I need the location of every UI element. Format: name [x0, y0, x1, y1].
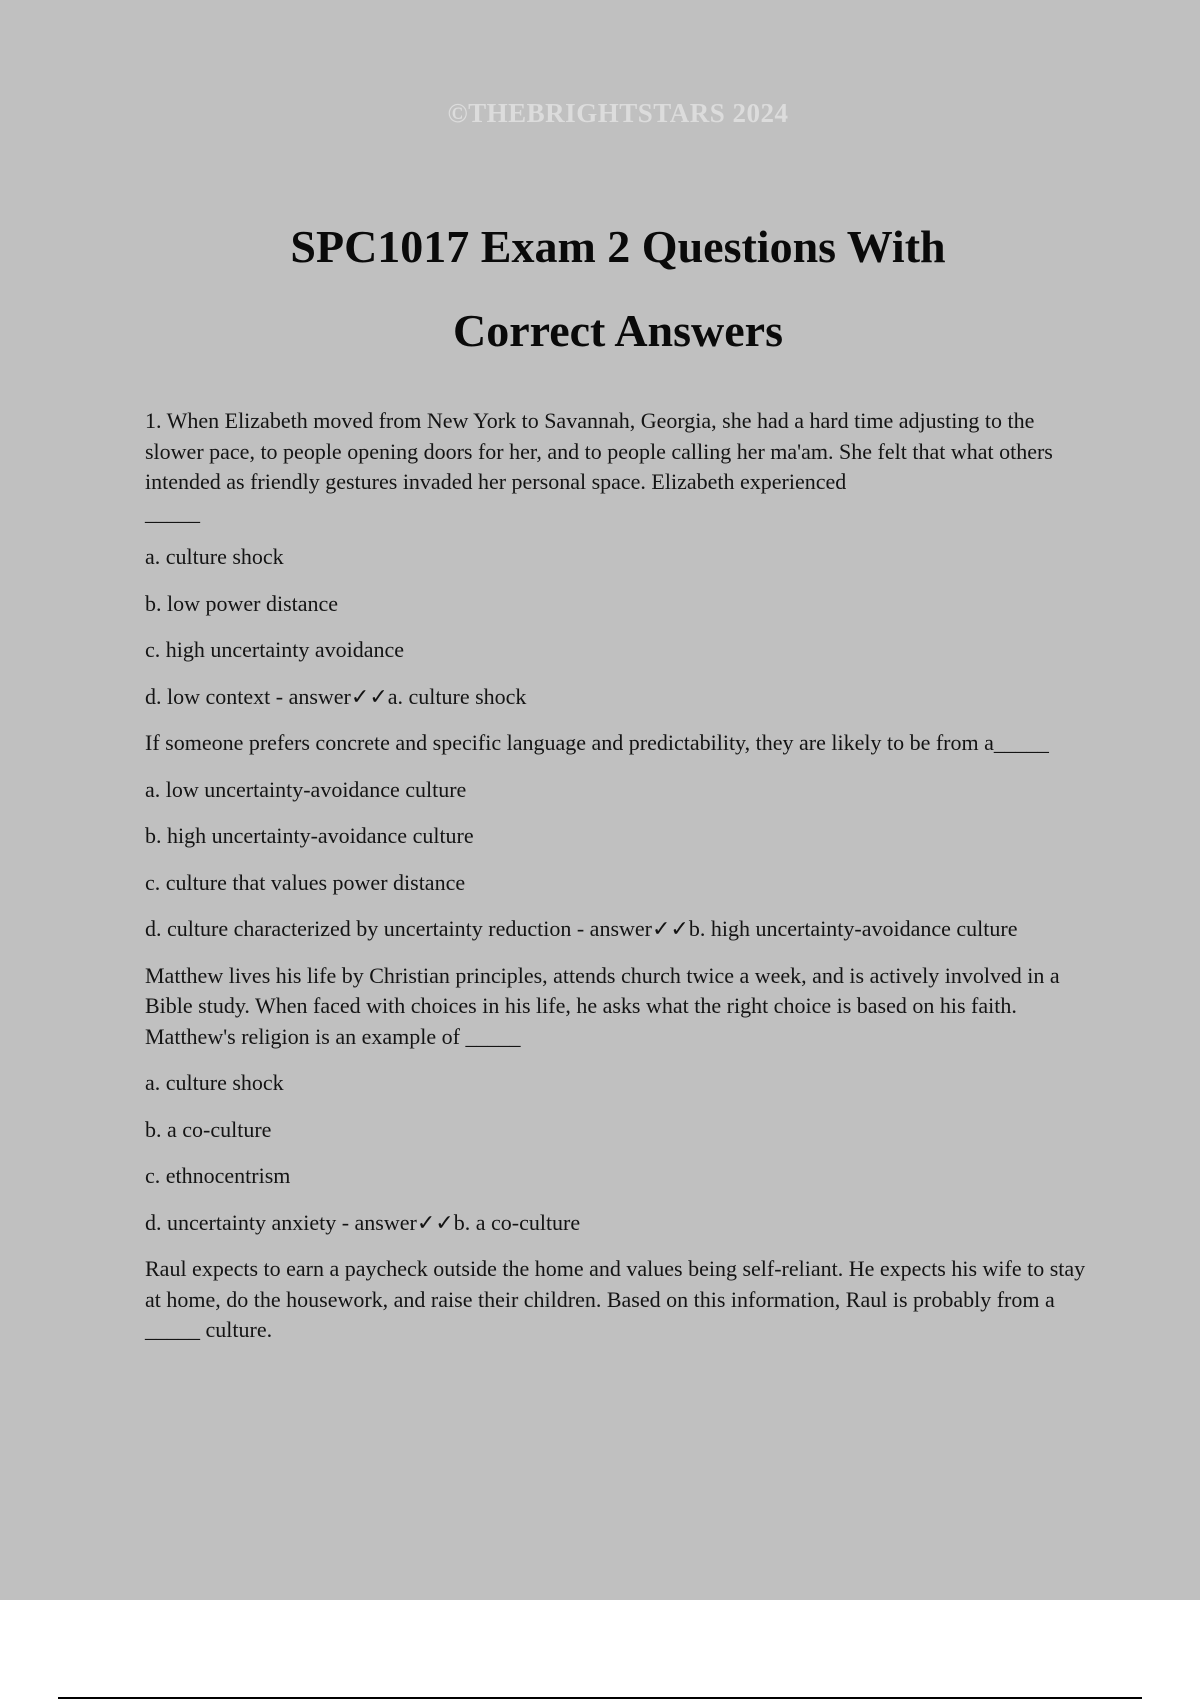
question-stem: If someone prefers concrete and specific language and predictability, they are likely to be from a_____ [145, 730, 1049, 755]
answer-option: c. high uncertainty avoidance [145, 637, 405, 662]
answer-option: a. culture shock [145, 544, 284, 569]
answer-option: a. culture shock [145, 1070, 284, 1095]
footer-divider [58, 1697, 1142, 1699]
watermark: ©THEBRIGHTSTARS 2024 [447, 98, 789, 128]
answer-option: b. high uncertainty-avoidance culture [145, 823, 474, 848]
answer-option: a. low uncertainty-avoidance culture [145, 776, 467, 802]
answer-option: c. ethnocentrism [145, 1163, 291, 1188]
answer-option-with-answer: d. uncertainty anxiety - answer✓✓b. a co-culture [145, 1209, 581, 1235]
question-stem: 1. When Elizabeth moved from New York to Savannah, Georgia, she had a hard time adjusting to the slower pace, to people opening doors for her, and to people calling her ma'am. She felt that what others intended as friendly gestures invaded her personal space. Elizabeth experienced _____ [145, 408, 1053, 525]
answer-blank: _____ [145, 499, 200, 525]
answer-option: b. a co-culture [145, 1116, 272, 1142]
document-title-line-1: SPC1017 Exam 2 Questions With [290, 221, 946, 272]
document-title-line-2: Correct Answers [453, 305, 783, 356]
answer-option: b. low power distance [145, 590, 339, 616]
question-list [145, 406, 1090, 1362]
answer-option-with-answer: d. culture characterized by uncertainty reduction - answer✓✓b. high uncertainty-avoidance culture [145, 916, 1018, 941]
answer-option-with-answer: d. low context - answer✓✓a. culture shock [145, 683, 527, 709]
answer-option: c. culture that values power distance [145, 869, 466, 895]
question-stem: Matthew lives his life by Christian principles, attends church twice a week, and is actively involved in a Bible study. When faced with choices in his life, he asks what the right choice is based on his faith. Matthew's religion is an example of _____ [145, 962, 1060, 1049]
question-stem: Raul expects to earn a paycheck outside the home and values being self-reliant. He expects his wife to stay at home, do the housework, and raise their children. Based on this information, Raul is probably from a _____ culture. [145, 1256, 1086, 1342]
